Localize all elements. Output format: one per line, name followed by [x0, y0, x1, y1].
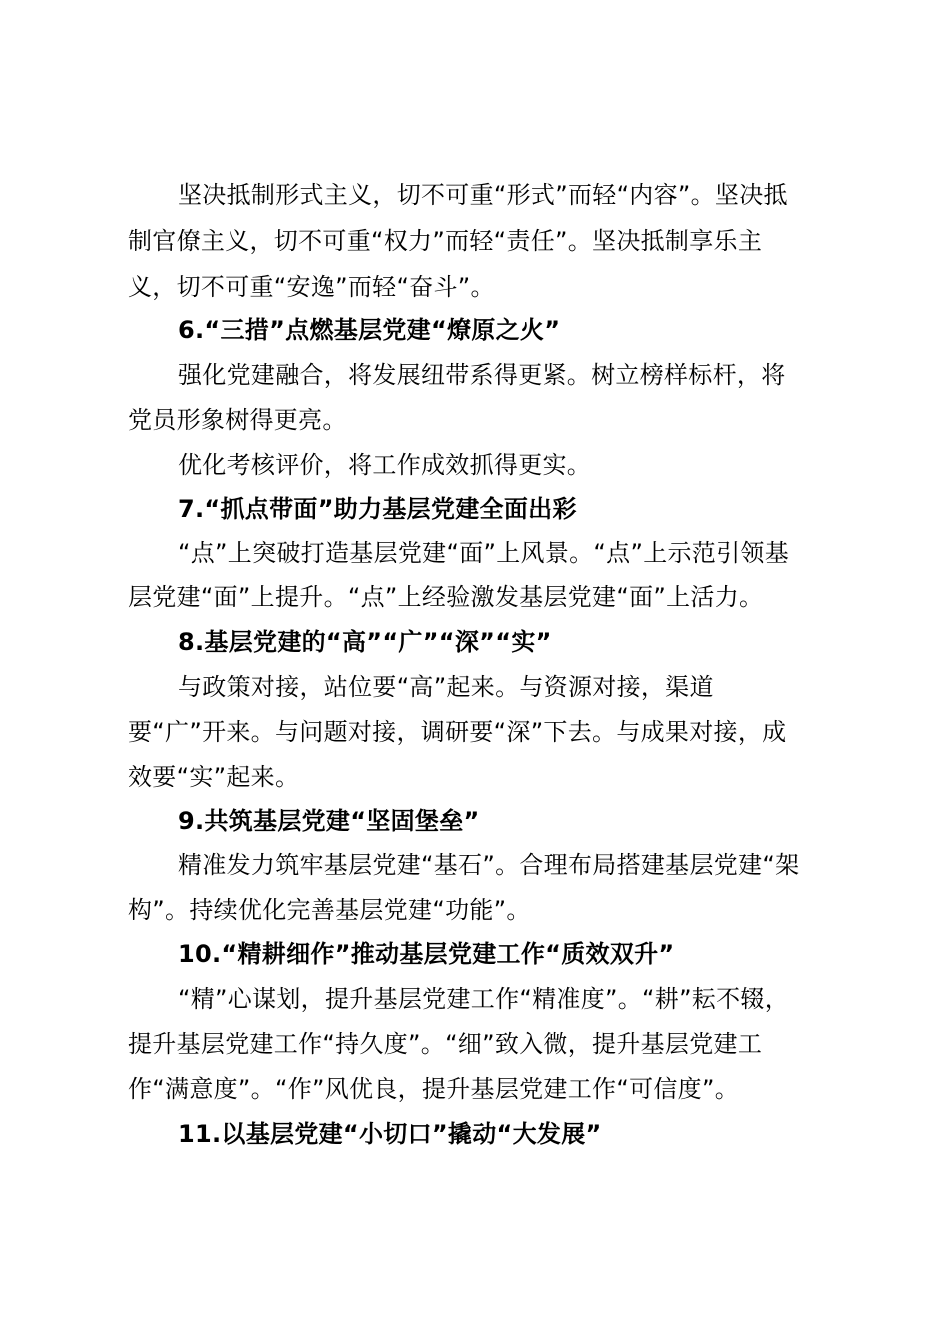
paragraph-line: “精”心谋划，提升基层党建工作“精准度”。“耕”耘不辍， [178, 985, 789, 1013]
paragraph-line: 构”。持续优化完善基层党建“功能”。 [128, 896, 531, 924]
paragraph-line: 精准发力筑牢基层党建“基石”。合理布局搭建基层党建“架 [178, 851, 800, 879]
section-heading: 6.“三措”点燃基层党建“燎原之火” [178, 316, 561, 344]
paragraph-line: 义，切不可重“安逸”而轻“奋斗”。 [128, 273, 495, 301]
paragraph-line: 作“满意度”。“作”风优良，提升基层党建工作“可信度”。 [128, 1075, 739, 1103]
paragraph-line: 层党建“面”上提升。“点”上经验激发基层党建“面”上活力。 [128, 583, 764, 611]
section-heading: 11.以基层党建“小切口”撬动“大发展” [178, 1120, 602, 1148]
paragraph-line: 优化考核评价，将工作成效抓得更实。 [178, 451, 592, 479]
paragraph-line: 坚决抵制形式主义，切不可重“形式”而轻“内容”。坚决抵 [178, 181, 788, 209]
paragraph-line: 与政策对接，站位要“高”起来。与资源对接，渠道 [178, 673, 714, 701]
paragraph-line: 提升基层党建工作“持久度”。“细”致入微，提升基层党建工 [128, 1030, 763, 1058]
paragraph-line: 效要“实”起来。 [128, 763, 300, 791]
paragraph-line: “点”上突破打造基层党建“面”上风景。“点”上示范引领基 [178, 539, 789, 567]
paragraph-line: 强化党建融合，将发展纽带系得更紧。树立榜样标杆，将 [178, 361, 786, 389]
section-heading: 10.“精耕细作”推动基层党建工作“质效双升” [178, 940, 675, 968]
paragraph-line: 制官僚主义，切不可重“权力”而轻“责任”。坚决抵制享乐主 [128, 227, 763, 255]
section-heading: 9.共筑基层党建“坚固堡垒” [178, 807, 480, 835]
section-heading: 8.基层党建的“高”“广”“深”“实” [178, 628, 552, 656]
section-heading: 7.“抓点带面”助力基层党建全面出彩 [178, 495, 577, 523]
paragraph-line: 要“广”开来。与问题对接，调研要“深”下去。与成果对接，成 [128, 718, 787, 746]
paragraph-line: 党员形象树得更亮。 [128, 406, 347, 434]
